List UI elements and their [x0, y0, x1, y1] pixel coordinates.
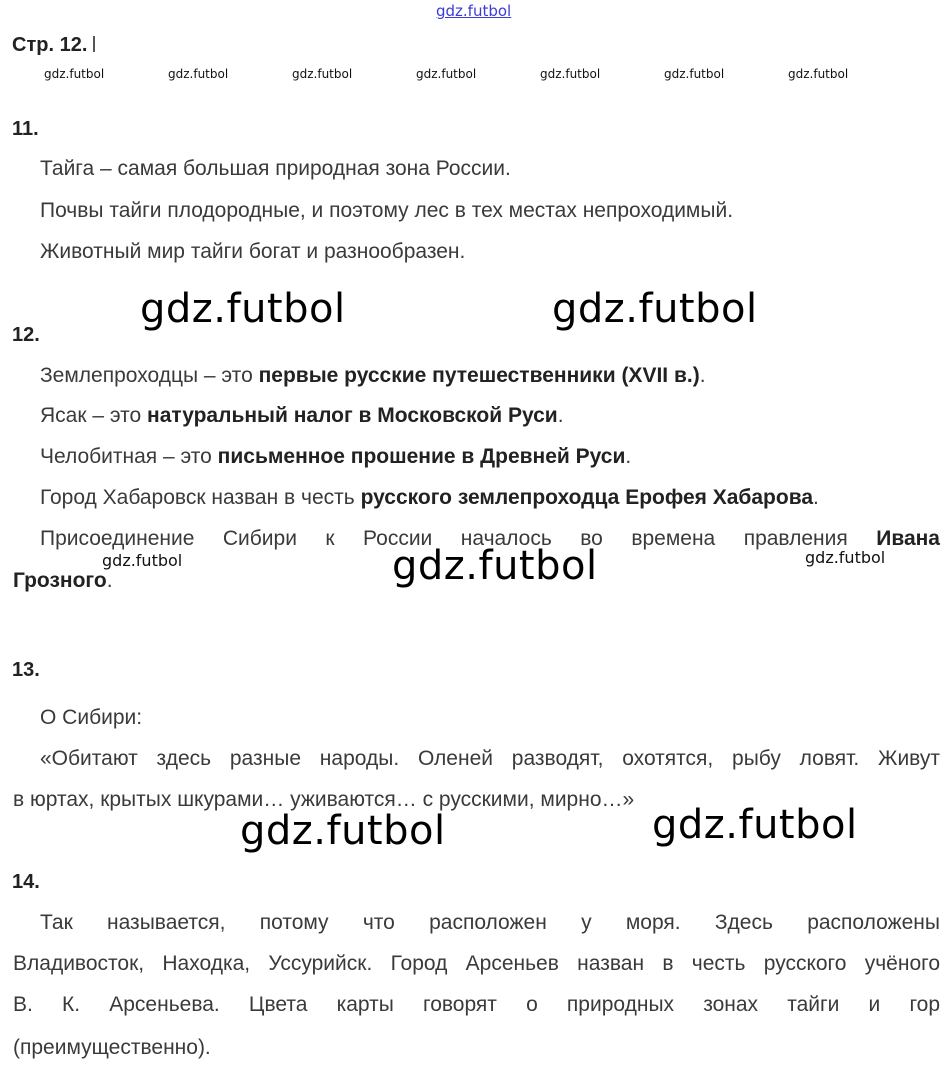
watermark-small: gdz.futbol [664, 67, 725, 81]
bold-term: первые русские путешественники (XVII в.) [258, 364, 700, 387]
page-title [12, 34, 95, 57]
watermark-large: gdz.futbol [652, 802, 858, 848]
bold-term: письменное прошение в Древней Руси [217, 445, 626, 468]
watermark-large: gdz.futbol [552, 286, 758, 332]
bold-term: Ивана [876, 527, 940, 550]
page-title-text: Стр. 12. [12, 34, 88, 56]
section-11-line: Почвы тайги плодородные, и поэтому лес в тех местах непроходимый. [40, 199, 734, 222]
section-12-line: Присоединение Сибири к России началось во времена правления Ивана [40, 527, 940, 550]
section-12-line: Ясак – это натуральный налог в Московской Руси. [40, 404, 564, 427]
section-13-intro: О Сибири: [40, 706, 143, 729]
section-12-line: Землепроходцы – это первые русские путешественники (XVII в.). [40, 364, 706, 387]
section-14-line: В. К. Арсеньева. Цвета карты говорят о природных зонах тайги и гор [13, 993, 940, 1016]
section-14-line: Так называется, потому что расположен у моря. Здесь расположены [40, 911, 940, 934]
watermark-small: gdz.futbol [292, 67, 353, 81]
watermark-large: gdz.futbol [392, 543, 598, 589]
bold-term: русского землепроходца Ерофея Хабарова [360, 486, 814, 509]
section-13-quote: «Обитают здесь разные народы. Оленей разводят, охотятся, рыбу ловят. Живут [40, 747, 940, 770]
section-12-line: Грозного. [13, 569, 113, 592]
bold-term: Грозного [13, 569, 107, 592]
section-12-line: Город Хабаровск назван в честь русского землепроходца Ерофея Хабарова. [40, 486, 819, 509]
section-14-line: (преимущественно). [13, 1036, 211, 1059]
watermark-link[interactable]: gdz.futbol [436, 2, 512, 20]
bold-term: натуральный налог в Московской Руси [147, 404, 558, 427]
watermark-small: gdz.futbol [168, 67, 229, 81]
watermark-large: gdz.futbol [240, 808, 446, 854]
section-11-line: Животный мир тайги богат и разнообразен. [40, 240, 466, 263]
text-cursor [93, 36, 95, 52]
section-14-line: Владивосток, Находка, Уссурийск. Город Арсеньев назван в честь русского учёного [13, 952, 940, 975]
section-14-number: 14. [12, 871, 40, 893]
watermark-medium: gdz.futbol [102, 551, 183, 570]
watermark-large: gdz.futbol [140, 286, 346, 332]
section-12-line: Челобитная – это письменное прошение в Древней Руси. [40, 445, 632, 468]
section-11-number: 11. [12, 118, 39, 140]
section-13-number: 13. [12, 659, 40, 681]
section-11-line: Тайга – самая большая природная зона России. [40, 157, 511, 180]
watermark-small: gdz.futbol [540, 67, 601, 81]
watermark-medium: gdz.futbol [805, 548, 886, 567]
watermark-small: gdz.futbol [416, 67, 477, 81]
section-13-quote: в юртах, крытых шкурами… уживаются… с русскими, мирно…» [13, 788, 635, 811]
watermark-small: gdz.futbol [788, 67, 849, 81]
section-12-number: 12. [12, 324, 40, 346]
watermark-small: gdz.futbol [44, 67, 105, 81]
